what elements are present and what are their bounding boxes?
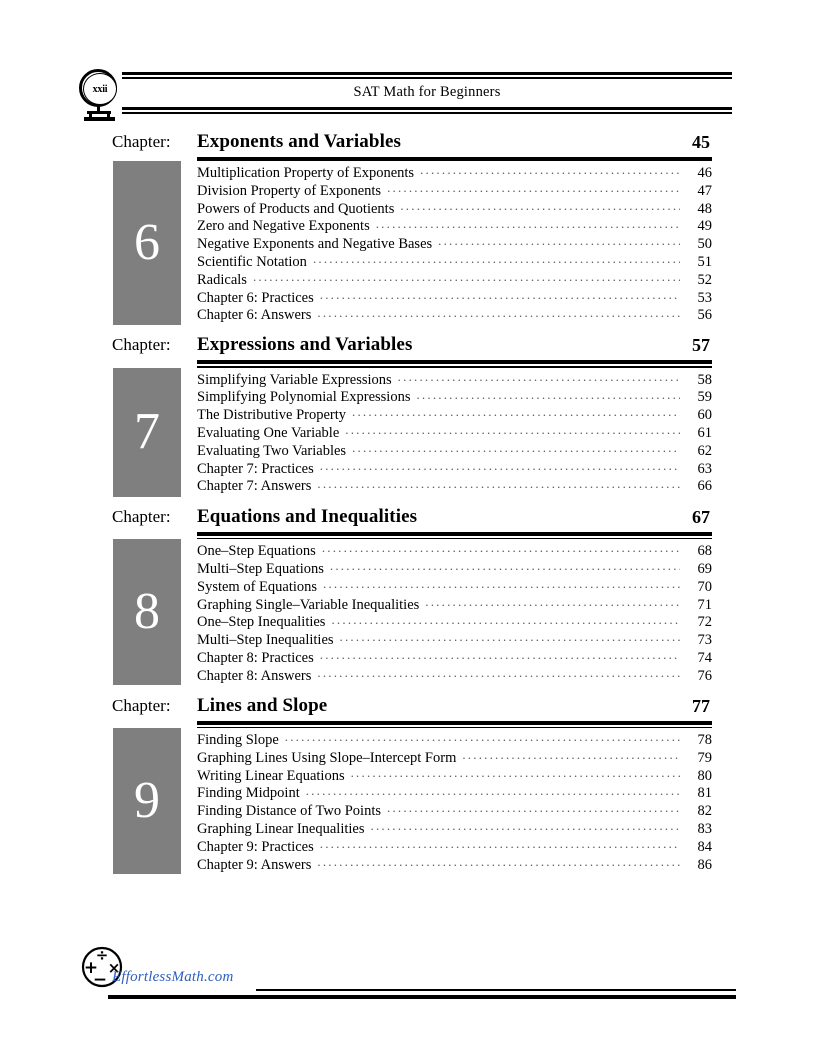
chapter-page-number: 77 [692, 695, 710, 716]
toc-entry-page-number: 48 [697, 200, 712, 217]
toc-entry[interactable] [197, 478, 712, 496]
globe-icon [76, 68, 128, 124]
toc-entry-leader [317, 857, 680, 869]
footer-rule-thick [108, 995, 736, 999]
toc-entry-title: One–Step Equations [197, 543, 316, 560]
toc-entry[interactable] [197, 821, 712, 839]
toc-entry-page-number: 49 [697, 218, 712, 235]
chapter-header [112, 130, 712, 157]
toc-entry-leader [340, 632, 680, 644]
chapter-number-block [113, 161, 181, 325]
toc-entry[interactable] [197, 803, 712, 821]
toc-entry-title: Radicals [197, 271, 247, 288]
toc-entry-title: One–Step Inequalities [197, 614, 326, 631]
chapter-section [112, 505, 712, 686]
toc-entry-leader [331, 614, 680, 626]
chapter-number: 6 [134, 214, 160, 271]
chapter-section [112, 333, 712, 497]
toc-entry[interactable] [197, 614, 712, 632]
chapter-title[interactable]: Exponents and Variables [197, 131, 401, 152]
toc-entry[interactable] [197, 307, 712, 325]
toc-entry-leader [400, 201, 680, 213]
toc-entry-page-number: 83 [697, 821, 712, 838]
toc-entry-page-number: 56 [697, 307, 712, 324]
toc-entry-page-number: 62 [697, 442, 712, 459]
chapter-rule [197, 360, 712, 368]
toc-entry-page-number: 58 [697, 371, 712, 388]
chapter-number: 7 [134, 403, 160, 461]
globe-base [84, 117, 115, 121]
toc-entry-leader [425, 597, 680, 609]
toc-entry-leader [376, 218, 680, 230]
toc-entry-title: Chapter 9: Practices [197, 838, 314, 855]
toc-entry-title: Graphing Lines Using Slope–Intercept Form [197, 749, 457, 766]
toc-entry-page-number: 52 [697, 271, 712, 288]
toc-entry[interactable] [197, 732, 712, 750]
rule-thin [122, 77, 732, 79]
toc-entry-leader [322, 543, 680, 555]
toc-entry[interactable] [197, 425, 712, 443]
chapter-title[interactable]: Expressions and Variables [197, 334, 413, 356]
table-of-contents [112, 130, 712, 874]
toc-entry-title: Evaluating Two Variables [197, 442, 347, 459]
toc-entry-page-number: 80 [697, 767, 712, 784]
toc-entry-leader [285, 732, 680, 744]
chapter-body [112, 728, 712, 874]
header-rule-bottom [122, 107, 732, 114]
toc-entry-page-number: 74 [697, 649, 712, 666]
toc-entry-leader [320, 461, 680, 473]
chapter-rule [197, 721, 712, 729]
toc-entry-title: Multiplication Property of Exponents [197, 165, 415, 181]
toc-entry-page-number: 61 [697, 425, 712, 442]
chapter-number: 8 [134, 583, 160, 641]
toc-entry-page-number: 82 [697, 803, 712, 820]
toc-entry[interactable] [197, 768, 712, 786]
chapter-entry-list [197, 161, 712, 325]
svg-text:−: − [92, 970, 108, 989]
chapter-label: Chapter: [112, 335, 171, 355]
toc-entry-leader [371, 821, 681, 833]
chapter-number-block [113, 728, 181, 874]
toc-entry[interactable] [197, 857, 712, 875]
toc-entry[interactable] [197, 597, 712, 615]
toc-entry-title: Chapter 7: Answers [197, 478, 312, 495]
toc-entry[interactable] [197, 543, 712, 561]
toc-entry-leader [320, 290, 680, 302]
chapter-header [112, 505, 712, 532]
toc-entry[interactable] [197, 785, 712, 803]
toc-entry-page-number: 81 [697, 785, 712, 802]
toc-entry[interactable] [197, 561, 712, 579]
toc-entry[interactable] [197, 668, 712, 686]
toc-entry-title: Simplifying Variable Expressions [197, 371, 392, 388]
toc-entry[interactable] [197, 372, 712, 390]
toc-entry[interactable] [197, 650, 712, 668]
chapter-rule [197, 532, 712, 540]
toc-entry-page-number: 79 [697, 749, 712, 766]
toc-entry-title: Powers of Products and Quotients [197, 200, 395, 217]
footer-rule-thin [256, 989, 736, 991]
toc-entry-title: Scientific Notation [197, 253, 307, 270]
toc-entry-leader [387, 803, 680, 815]
toc-entry-leader [352, 407, 680, 419]
toc-entry-page-number: 72 [697, 614, 712, 631]
toc-entry-leader [317, 307, 680, 319]
toc-entry-page-number: 51 [697, 253, 712, 270]
chapter-entry-list [197, 368, 712, 497]
chapter-label: Chapter: [112, 695, 171, 715]
toc-entry-title: Division Property of Exponents [197, 182, 382, 199]
svg-text:+: + [83, 958, 99, 978]
toc-entry-title: Multi–Step Equations [197, 560, 324, 577]
toc-entry-page-number: 70 [697, 578, 712, 595]
chapter-section [112, 130, 712, 325]
chapter-number-block [113, 368, 181, 497]
toc-entry-leader [320, 839, 680, 851]
page-footer [76, 945, 742, 1007]
toc-entry-leader [416, 389, 680, 401]
toc-entry-leader [345, 425, 680, 437]
toc-entry-page-number: 86 [697, 856, 712, 873]
chapter-body [112, 161, 712, 325]
chapter-page-number: 45 [692, 132, 710, 152]
chapter-title[interactable]: Equations and Inequalities [197, 505, 418, 527]
toc-entry-title: Finding Distance of Two Points [197, 803, 381, 820]
toc-entry-page-number: 63 [697, 460, 712, 477]
toc-entry-page-number: 76 [697, 667, 712, 684]
chapter-label: Chapter: [112, 132, 171, 151]
running-head-title: SAT Math for Beginners [353, 84, 501, 100]
chapter-header [112, 694, 712, 721]
toc-entry-leader [323, 579, 680, 591]
rule-thin [122, 112, 732, 114]
toc-entry-title: Evaluating One Variable [197, 425, 340, 442]
toc-entry-leader [420, 165, 680, 177]
toc-entry-title: Writing Linear Equations [197, 767, 345, 784]
toc-entry-leader [398, 372, 680, 384]
page-header [76, 68, 732, 124]
toc-entry-title: Graphing Single–Variable Inequalities [197, 596, 420, 613]
toc-entry-title: Simplifying Polynomial Expressions [197, 389, 411, 406]
toc-entry-leader [462, 750, 680, 762]
page-marker: xxii [92, 83, 108, 95]
chapter-page-number: 57 [692, 335, 710, 356]
toc-entry-page-number: 69 [697, 560, 712, 577]
toc-entry[interactable] [197, 579, 712, 597]
header-rule-top [122, 72, 732, 79]
toc-entry-leader [330, 561, 680, 573]
toc-entry-title: Chapter 8: Answers [197, 667, 312, 684]
toc-entry-page-number: 46 [697, 165, 712, 181]
toc-entry-title: System of Equations [197, 578, 318, 595]
toc-entry-leader [306, 785, 680, 797]
toc-entry[interactable] [197, 236, 712, 254]
toc-entry[interactable] [197, 389, 712, 407]
toc-entry-title: Chapter 7: Practices [197, 460, 314, 477]
toc-entry-leader [253, 272, 680, 284]
toc-entry[interactable] [197, 218, 712, 236]
toc-entry-title: Graphing Linear Inequalities [197, 821, 365, 838]
svg-text:÷: ÷ [95, 946, 109, 964]
toc-entry-leader [320, 650, 680, 662]
chapter-page-number: 67 [692, 506, 710, 527]
toc-entry-leader [352, 443, 680, 455]
toc-entry-page-number: 68 [697, 543, 712, 560]
toc-entry-title: Finding Slope [197, 732, 279, 749]
toc-entry-title: Negative Exponents and Negative Bases [197, 236, 433, 253]
chapter-section [112, 694, 712, 875]
toc-entry-page-number: 47 [697, 182, 712, 199]
toc-entry-leader [438, 236, 680, 248]
toc-entry-title: Chapter 6: Practices [197, 289, 314, 306]
toc-entry-leader [317, 478, 680, 490]
toc-entry-title: Chapter 8: Practices [197, 649, 314, 666]
toc-entry-leader [387, 183, 680, 195]
toc-entry[interactable] [197, 254, 712, 272]
toc-entry-page-number: 50 [697, 236, 712, 253]
toc-entry[interactable] [197, 750, 712, 768]
chapter-title[interactable]: Lines and Slope [197, 694, 328, 716]
toc-entry[interactable] [197, 165, 712, 183]
toc-entry-leader [351, 768, 680, 780]
toc-entry-leader [313, 254, 680, 266]
toc-entry-title: Chapter 9: Answers [197, 856, 312, 873]
toc-entry[interactable] [197, 407, 712, 425]
toc-entry-title: Finding Midpoint [197, 785, 300, 802]
svg-text:×: × [107, 959, 121, 977]
toc-entry[interactable] [197, 632, 712, 650]
toc-entry-page-number: 78 [697, 732, 712, 749]
chapter-entry-list [197, 728, 712, 874]
toc-entry-page-number: 73 [697, 632, 712, 649]
toc-entry-leader [317, 668, 680, 680]
toc-entry-title: The Distributive Property [197, 407, 347, 424]
toc-entry[interactable] [197, 201, 712, 219]
chapter-number-block [113, 539, 181, 685]
chapter-label: Chapter: [112, 506, 171, 526]
toc-entry-title: Multi–Step Inequalities [197, 632, 334, 649]
toc-entry[interactable] [197, 443, 712, 461]
toc-entry-page-number: 60 [697, 407, 712, 424]
toc-entry[interactable] [197, 839, 712, 857]
toc-entry-page-number: 59 [697, 389, 712, 406]
chapter-entry-list [197, 539, 712, 685]
chapter-header [112, 333, 712, 360]
toc-entry-page-number: 53 [697, 289, 712, 306]
toc-entry-page-number: 84 [697, 838, 712, 855]
chapter-number: 9 [134, 772, 160, 830]
toc-entry[interactable] [197, 290, 712, 308]
toc-entry-page-number: 71 [697, 596, 712, 613]
toc-entry-title: Chapter 6: Answers [197, 307, 312, 324]
globe-sphere [83, 73, 117, 105]
chapter-body [112, 539, 712, 685]
toc-entry[interactable] [197, 461, 712, 479]
toc-entry-title: Zero and Negative Exponents [197, 218, 370, 235]
toc-entry[interactable] [197, 183, 712, 201]
chapter-body [112, 368, 712, 497]
toc-entry-page-number: 66 [697, 478, 712, 495]
effortlessmath-link[interactable]: EffortlessMath.com [112, 969, 234, 985]
toc-entry[interactable] [197, 272, 712, 290]
